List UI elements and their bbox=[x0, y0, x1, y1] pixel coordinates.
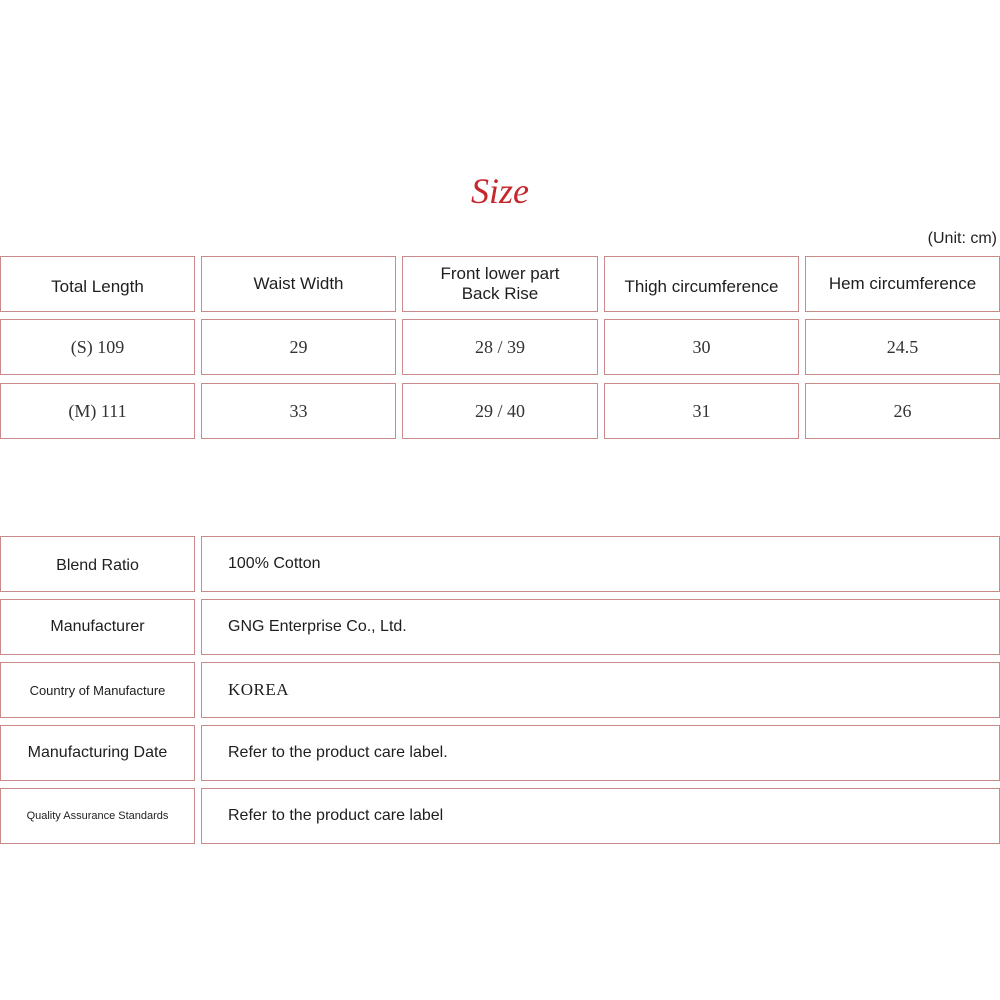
header-hem-label: Hem circumference bbox=[828, 274, 977, 293]
info-value-blend-ratio: 100% Cotton bbox=[201, 536, 1000, 592]
header-thigh-label: Thigh circumference bbox=[624, 277, 779, 296]
header-total-length-label: Total Length bbox=[51, 277, 144, 296]
table-row-m-rise: 29 / 40 bbox=[402, 383, 598, 439]
table-row-m-waist: 33 bbox=[201, 383, 396, 439]
table-row-m-total-length: (M) 111 bbox=[0, 383, 195, 439]
header-hem bbox=[805, 256, 1000, 312]
header-total-length bbox=[0, 256, 195, 312]
size-title: Size bbox=[471, 171, 529, 211]
info-label-blend-ratio: Blend Ratio bbox=[0, 536, 195, 592]
header-thigh bbox=[604, 256, 799, 312]
header-waist-width bbox=[201, 256, 396, 312]
table-row-s-waist: 29 bbox=[201, 319, 396, 375]
table-row-s-total-length: (S) 109 bbox=[0, 319, 195, 375]
info-value-country: KOREA bbox=[201, 662, 1000, 718]
table-row-m-hem: 26 bbox=[805, 383, 1000, 439]
table-row-m-thigh: 31 bbox=[604, 383, 799, 439]
info-label-manufacturer: Manufacturer bbox=[0, 599, 195, 655]
header-waist-width-label: Waist Width bbox=[253, 274, 344, 293]
info-value-manufacturer: GNG Enterprise Co., Ltd. bbox=[201, 599, 1000, 655]
unit-note: (Unit: cm) bbox=[927, 230, 997, 247]
info-value-manufacturing-date: Refer to the product care label. bbox=[201, 725, 1000, 781]
info-label-country: Country of Manufacture bbox=[0, 662, 195, 718]
info-label-manufacturing-date: Manufacturing Date bbox=[0, 725, 195, 781]
info-label-quality-standards: Quality Assurance Standards bbox=[0, 788, 195, 844]
table-row-s-rise: 28 / 39 bbox=[402, 319, 598, 375]
table-row-s-thigh: 30 bbox=[604, 319, 799, 375]
header-front-rise-label: Front lower part bbox=[440, 264, 560, 283]
header-rise-labels bbox=[440, 264, 559, 304]
header-rise bbox=[402, 256, 598, 312]
table-row-s-hem: 24.5 bbox=[805, 319, 1000, 375]
header-back-rise-label: Back Rise bbox=[461, 284, 539, 303]
info-value-quality-standards: Refer to the product care label bbox=[201, 788, 1000, 844]
